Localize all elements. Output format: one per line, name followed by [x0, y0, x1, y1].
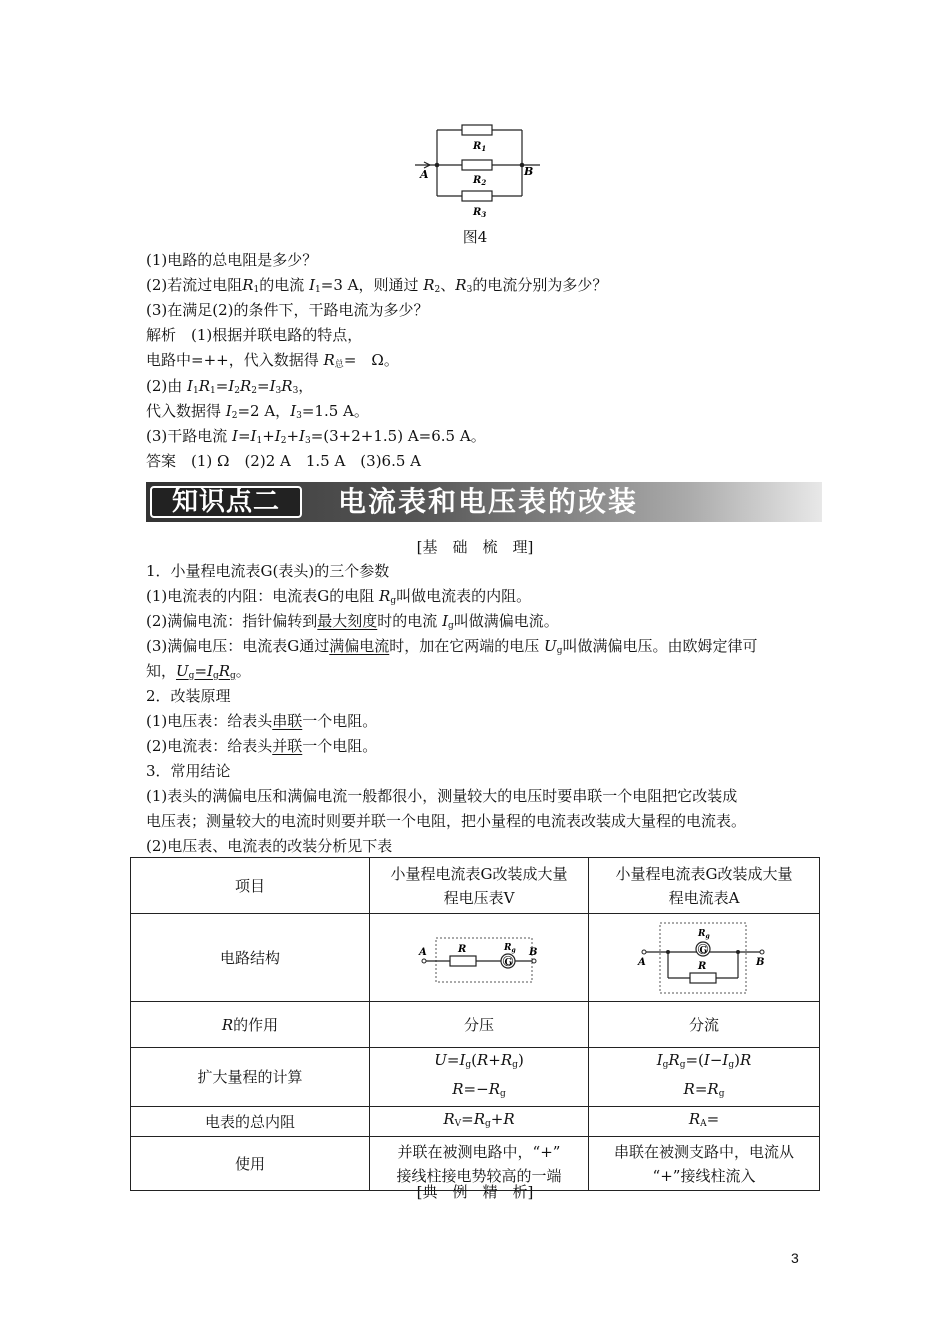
heading-2: 2．改装原理 [146, 687, 231, 705]
svg-text:R: R [458, 943, 467, 955]
heading-3: 3．常用结论 [146, 762, 231, 780]
voltmeter-circuit [370, 914, 589, 1002]
note-line-9: (2)电压表、电流表的改装分析见下表 [146, 837, 393, 855]
note-line-3: (3)满偏电压：电流表G通过满偏电流时，加在它两端的电压 $U_g$叫做满偏电压。由欧姆定律可 [146, 637, 758, 656]
ammeter-circuit-diagram [634, 920, 774, 996]
solution-line-2: 电路中=++，代入数据得 $R_总=$ Ω。 [146, 351, 399, 370]
answer-line: 答案 (1) Ω (2)2 A 1.5 A (3)6.5 A [146, 452, 422, 470]
question-2: (2)若流过电阻$R_1$的电流 $I_1=3$ A，则通过 $R_2$、$R_3$的电流分别为多少？ [146, 276, 608, 295]
figure-caption: 图4 [462, 228, 488, 246]
note-line-5: (1)电压表：给表头串联一个电阻。 [146, 712, 378, 730]
row-label-usage: 使用 [131, 1137, 370, 1191]
note-line-4: 知，$U_g=I_gR_g$。 [146, 662, 251, 681]
conversion-table [130, 857, 820, 1191]
question-3: (3)在满足(2)的条件下，干路电流为多少？ [146, 301, 429, 319]
row-label-resistance: 电表的总内阻 [131, 1107, 370, 1137]
parallel-circuit-figure [410, 122, 545, 222]
usage-ammeter: 串联在被测支路中，电流从 “+”接线柱流入 [589, 1137, 820, 1191]
node-a-label: A [420, 168, 429, 181]
resistance-voltmeter: $R_V=R_g+R$ [370, 1107, 589, 1137]
question-1: (1)电路的总电阻是多少？ [146, 251, 318, 269]
range-ammeter: $I_gR_g=(I-I_g)R$ $R=R_g$ [589, 1048, 820, 1107]
row-label-circuit: 电路结构 [131, 914, 370, 1002]
heading-1: 1．小量程电流表G(表头)的三个参数 [146, 562, 390, 580]
page-number: 3 [791, 1250, 799, 1266]
subhead-examples: [典 例 精 析] [416, 1183, 534, 1201]
section-banner [146, 482, 822, 522]
header-voltmeter: 小量程电流表G改装成大量 程电压表V [370, 858, 589, 914]
series-resistor [450, 956, 476, 966]
svg-text:R: R [698, 960, 707, 972]
voltmeter-circuit-diagram [414, 928, 544, 988]
svg-text:A: A [638, 956, 646, 968]
row-label-role: R的作用 [131, 1002, 370, 1048]
row-label-range: 扩大量程的计算 [131, 1048, 370, 1107]
solution-line-1: 解析 (1)根据并联电路的特点， [146, 326, 363, 344]
svg-text:Rg: $R_g$ [698, 928, 710, 940]
svg-text:G: G [699, 945, 708, 956]
note-line-6: (2)电流表：给表头并联一个电阻。 [146, 737, 378, 755]
svg-text:B: B [756, 956, 765, 968]
solution-line-4: 代入数据得 $I_2=2$ A，$I_3=1.5$ A。 [146, 402, 369, 421]
section-tag: 知识点二 [150, 486, 302, 518]
solution-line-3: (2)由 $I_1R_1=I_2R_2=I_3R_3$， [146, 377, 314, 396]
svg-text:R1: $R_1$ [473, 141, 487, 153]
role-voltmeter: 分压 [370, 1002, 589, 1048]
svg-text:R3: $R_3$ [473, 207, 487, 219]
note-line-8: 电压表；测量较大的电流时则要并联一个电阻，把小量程的电流表改装成大量程的电流表。 [146, 812, 747, 830]
svg-text:B: B [529, 946, 538, 958]
node-b-label: B [524, 165, 534, 178]
role-ammeter: 分流 [589, 1002, 820, 1048]
note-line-1: (1)电流表的内阻：电流表G的电阻 $R_g$叫做电流表的内阻。 [146, 587, 532, 606]
ammeter-circuit [589, 914, 820, 1002]
range-voltmeter: $U=I_g(R+R_g)$ $R=-R_g$ [370, 1048, 589, 1107]
shunt-resistor [690, 973, 716, 983]
resistance-ammeter: $R_A=$ [589, 1107, 820, 1137]
usage-voltmeter: 并联在被测电路中，“+” 接线柱接电势较高的一端 [370, 1137, 589, 1191]
note-line-7: (1)表头的满偏电压和满偏电流一般都很小，测量较大的电压时要串联一个电阻把它改装成 [146, 787, 738, 805]
resistor-r3 [462, 191, 492, 201]
resistor-r2 [462, 160, 492, 170]
section-title: 电流表和电压表的改装 [338, 485, 639, 518]
header-ammeter: 小量程电流表G改装成大量 程电流表A [589, 858, 820, 914]
svg-text:Rg: $R_g$ [504, 942, 516, 954]
header-item: 项目 [131, 858, 370, 914]
svg-text:G: G [504, 957, 513, 968]
subhead-basics: [基 础 梳 理] [416, 538, 534, 556]
svg-text:A: A [419, 946, 427, 958]
svg-text:R2: $R_2$ [473, 175, 487, 187]
resistor-r1 [462, 125, 492, 135]
solution-line-5: (3)干路电流 $I=I_1+I_2+I_3=(3+2+1.5)$ A=6.5 A。 [146, 427, 486, 446]
note-line-2: (2)满偏电流：指针偏转到最大刻度时的电流 $I_g$叫做满偏电流。 [146, 612, 559, 631]
